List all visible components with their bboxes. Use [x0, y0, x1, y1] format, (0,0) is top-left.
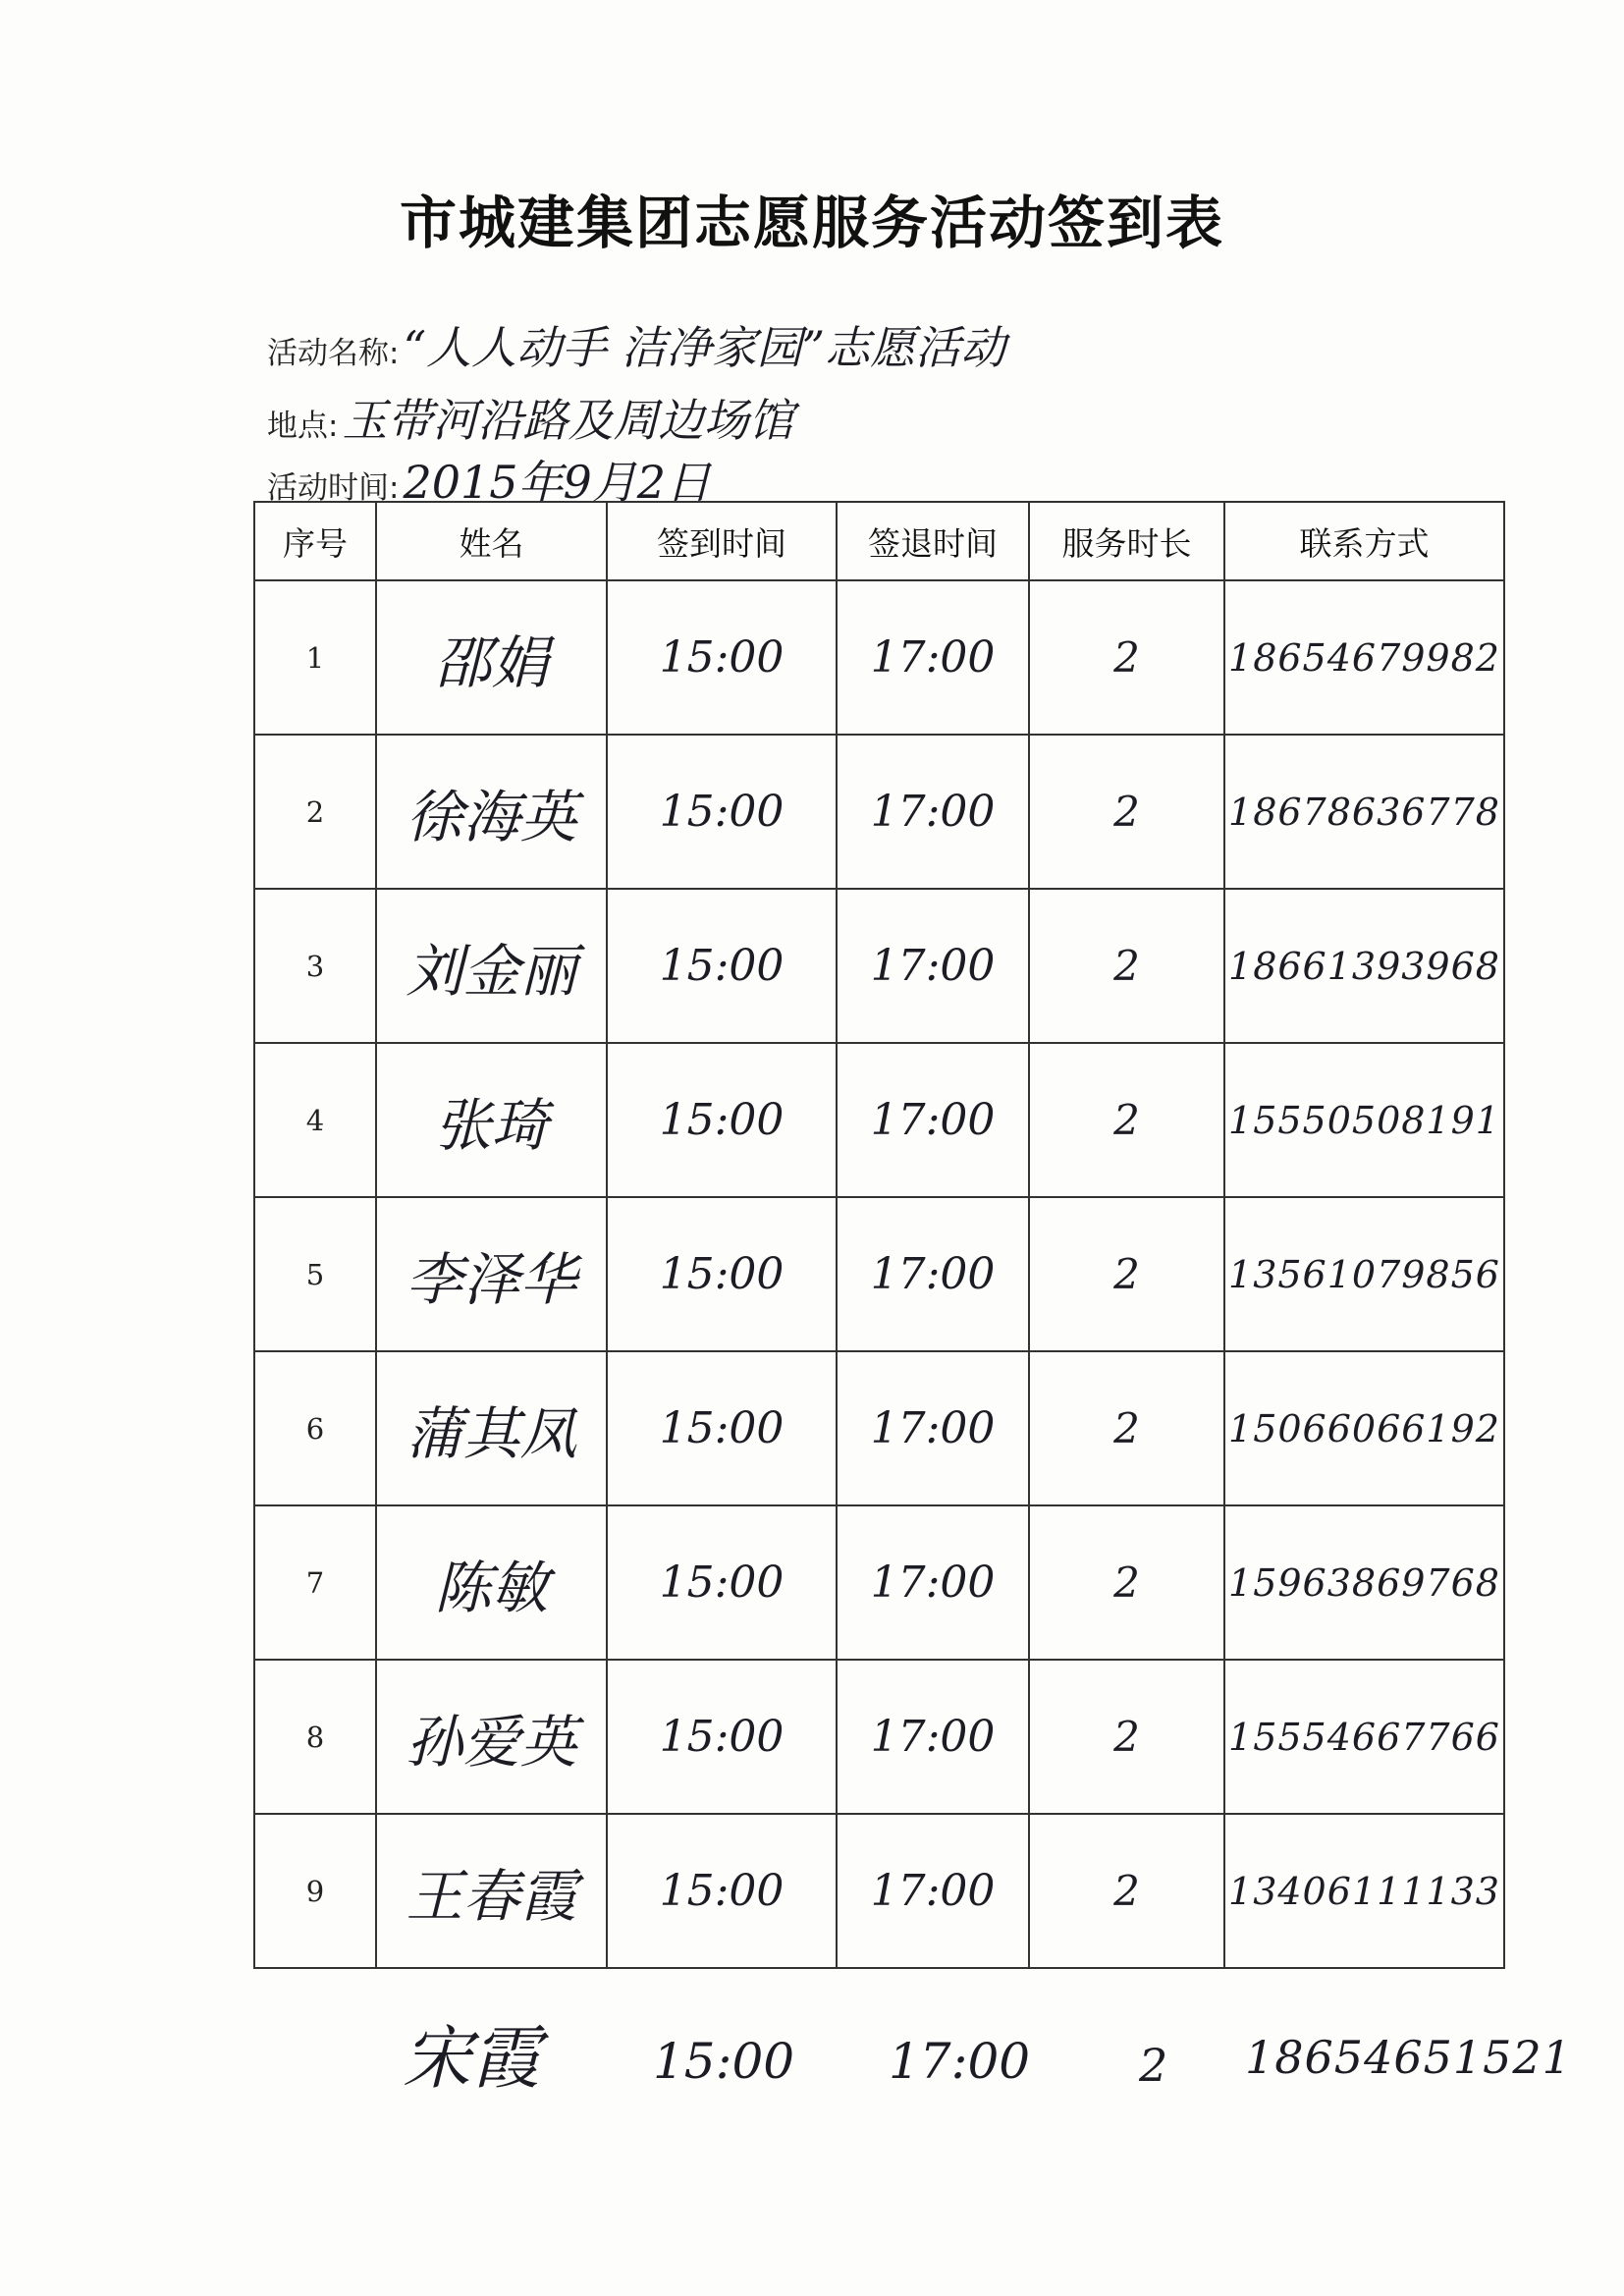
checkin-cell	[607, 1351, 837, 1505]
table-row	[254, 580, 1504, 735]
checkin-cell	[607, 1505, 837, 1660]
contact-cell	[1224, 1814, 1504, 1968]
checkin-cell	[607, 580, 837, 735]
sign-in-table	[253, 501, 1505, 1969]
table-row	[254, 1351, 1504, 1505]
activity-time-label: 活动时间:	[267, 470, 400, 506]
checkout-cell	[837, 735, 1029, 889]
phone-number: 13561079856	[1228, 1252, 1500, 1296]
phone-number: 15554667766	[1228, 1715, 1500, 1759]
checkout-time: 17:00	[870, 1866, 996, 1916]
volunteer-name: 陈敏	[434, 1554, 549, 1621]
row-index: 1	[254, 580, 376, 735]
service-duration: 2	[1113, 633, 1140, 682]
service-duration: 2	[1113, 1096, 1140, 1144]
location-label: 地点:	[267, 409, 339, 444]
checkout-cell	[837, 889, 1029, 1043]
location-value: 玉带河沿路及周边场馆	[342, 394, 794, 447]
duration-cell	[1029, 1660, 1224, 1814]
volunteer-name: 李泽华	[406, 1245, 577, 1313]
header-contact: 联系方式	[1224, 502, 1504, 580]
table-row	[254, 1043, 1504, 1197]
checkout-time: 17:00	[889, 2033, 1031, 2090]
duration-cell	[1029, 1814, 1224, 1968]
checkout-cell	[837, 1043, 1029, 1197]
table-row	[254, 1660, 1504, 1814]
activity-name-row	[267, 312, 1005, 377]
row-index: 5	[254, 1197, 376, 1351]
checkin-time: 15:00	[659, 1249, 785, 1299]
checkin-time: 15:00	[659, 1866, 785, 1916]
activity-name-label: 活动名称:	[267, 336, 400, 371]
header-index: 序号	[254, 502, 376, 580]
row-index: 3	[254, 889, 376, 1043]
duration-cell	[1029, 580, 1224, 735]
volunteer-name: 孙爱英	[406, 1708, 577, 1776]
table-header-row	[254, 502, 1504, 580]
checkout-time: 17:00	[870, 1403, 996, 1453]
checkin-cell	[607, 889, 837, 1043]
checkin-time: 15:00	[659, 1712, 785, 1762]
duration-cell	[1029, 1197, 1224, 1351]
phone-number: 18661393968	[1228, 944, 1500, 988]
row-index: 4	[254, 1043, 376, 1197]
phone-number: 15550508191	[1228, 1098, 1500, 1142]
phone-number: 15963869768	[1228, 1560, 1500, 1605]
service-duration: 2	[1113, 788, 1140, 836]
duration-cell	[1029, 889, 1224, 1043]
checkin-time: 15:00	[659, 632, 785, 683]
checkin-time: 15:00	[659, 1558, 785, 1608]
volunteer-name: 宋霞	[403, 2018, 540, 2099]
checkin-cell	[607, 1660, 837, 1814]
header-checkin: 签到时间	[607, 502, 837, 580]
duration-cell	[1029, 1505, 1224, 1660]
checkout-time: 17:00	[870, 787, 996, 837]
checkin-time: 15:00	[659, 787, 785, 837]
volunteer-name: 徐海英	[406, 783, 577, 850]
volunteer-name-cell	[376, 735, 607, 889]
table-row	[254, 1505, 1504, 1660]
phone-number: 15066066192	[1228, 1406, 1500, 1450]
checkin-time: 15:00	[659, 1403, 785, 1453]
contact-cell	[1224, 1660, 1504, 1814]
phone-number: 18654679982	[1228, 635, 1500, 680]
activity-name-value: “人人动手 洁净家园”志愿活动	[403, 321, 1006, 374]
location-row	[267, 385, 793, 450]
volunteer-name: 刘金丽	[406, 937, 577, 1005]
volunteer-name-cell	[376, 1814, 607, 1968]
row-index: 7	[254, 1505, 376, 1660]
table-row	[254, 1197, 1504, 1351]
service-duration: 2	[1113, 1250, 1140, 1298]
contact-cell	[1224, 1351, 1504, 1505]
header-checkout: 签退时间	[837, 502, 1029, 580]
header-name: 姓名	[376, 502, 607, 580]
service-duration: 2	[1113, 1713, 1140, 1761]
duration-cell	[1029, 1043, 1224, 1197]
checkin-cell	[607, 1043, 837, 1197]
checkout-time: 17:00	[870, 1712, 996, 1762]
activity-time-value: 2015年9月2日	[403, 456, 712, 509]
volunteer-name-cell	[376, 1197, 607, 1351]
table-row	[254, 1814, 1504, 1968]
contact-cell	[1224, 580, 1504, 735]
checkout-time: 17:00	[870, 1249, 996, 1299]
checkout-time: 17:00	[870, 1095, 996, 1145]
checkout-cell	[837, 1351, 1029, 1505]
service-duration: 2	[1113, 1404, 1140, 1452]
checkout-cell	[837, 1814, 1029, 1968]
volunteer-name: 王春霞	[406, 1862, 577, 1930]
row-index: 8	[254, 1660, 376, 1814]
service-duration: 2	[1139, 2039, 1168, 2092]
checkout-time: 17:00	[870, 632, 996, 683]
service-duration: 2	[1113, 1867, 1140, 1915]
page-title: 市城建集团志愿服务活动签到表	[399, 190, 1224, 256]
volunteer-name: 蒲其凤	[406, 1399, 577, 1467]
table-row	[254, 889, 1504, 1043]
checkin-time: 15:00	[659, 1095, 785, 1145]
phone-number: 18678636778	[1228, 790, 1500, 834]
checkin-cell	[607, 735, 837, 889]
phone-number: 13406111133	[1228, 1869, 1500, 1913]
contact-cell	[1224, 735, 1504, 889]
contact-cell	[1224, 1505, 1504, 1660]
checkin-time: 15:00	[653, 2033, 795, 2090]
volunteer-name: 邵娟	[434, 629, 549, 696]
checkin-time: 15:00	[659, 941, 785, 991]
checkin-cell	[607, 1814, 837, 1968]
contact-cell	[1224, 1197, 1504, 1351]
row-index: 6	[254, 1351, 376, 1505]
row-index: 2	[254, 735, 376, 889]
volunteer-name-cell	[376, 1660, 607, 1814]
checkout-time: 17:00	[870, 1558, 996, 1608]
volunteer-name-cell	[376, 1505, 607, 1660]
header-duration: 服务时长	[1029, 502, 1224, 580]
service-duration: 2	[1113, 1558, 1140, 1607]
checkout-cell	[837, 1660, 1029, 1814]
phone-number: 18654651521	[1245, 2031, 1572, 2084]
row-index: 9	[254, 1814, 376, 1968]
checkout-cell	[837, 580, 1029, 735]
duration-cell	[1029, 1351, 1224, 1505]
checkout-cell	[837, 1197, 1029, 1351]
checkout-cell	[837, 1505, 1029, 1660]
checkin-cell	[607, 1197, 837, 1351]
service-duration: 2	[1113, 942, 1140, 990]
volunteer-name-cell	[376, 1351, 607, 1505]
volunteer-name: 张琦	[434, 1091, 549, 1159]
table-row	[254, 735, 1504, 889]
volunteer-name-cell	[376, 580, 607, 735]
volunteer-name-cell	[376, 1043, 607, 1197]
contact-cell	[1224, 1043, 1504, 1197]
duration-cell	[1029, 735, 1224, 889]
volunteer-name-cell	[376, 889, 607, 1043]
checkout-time: 17:00	[870, 941, 996, 991]
contact-cell	[1224, 889, 1504, 1043]
